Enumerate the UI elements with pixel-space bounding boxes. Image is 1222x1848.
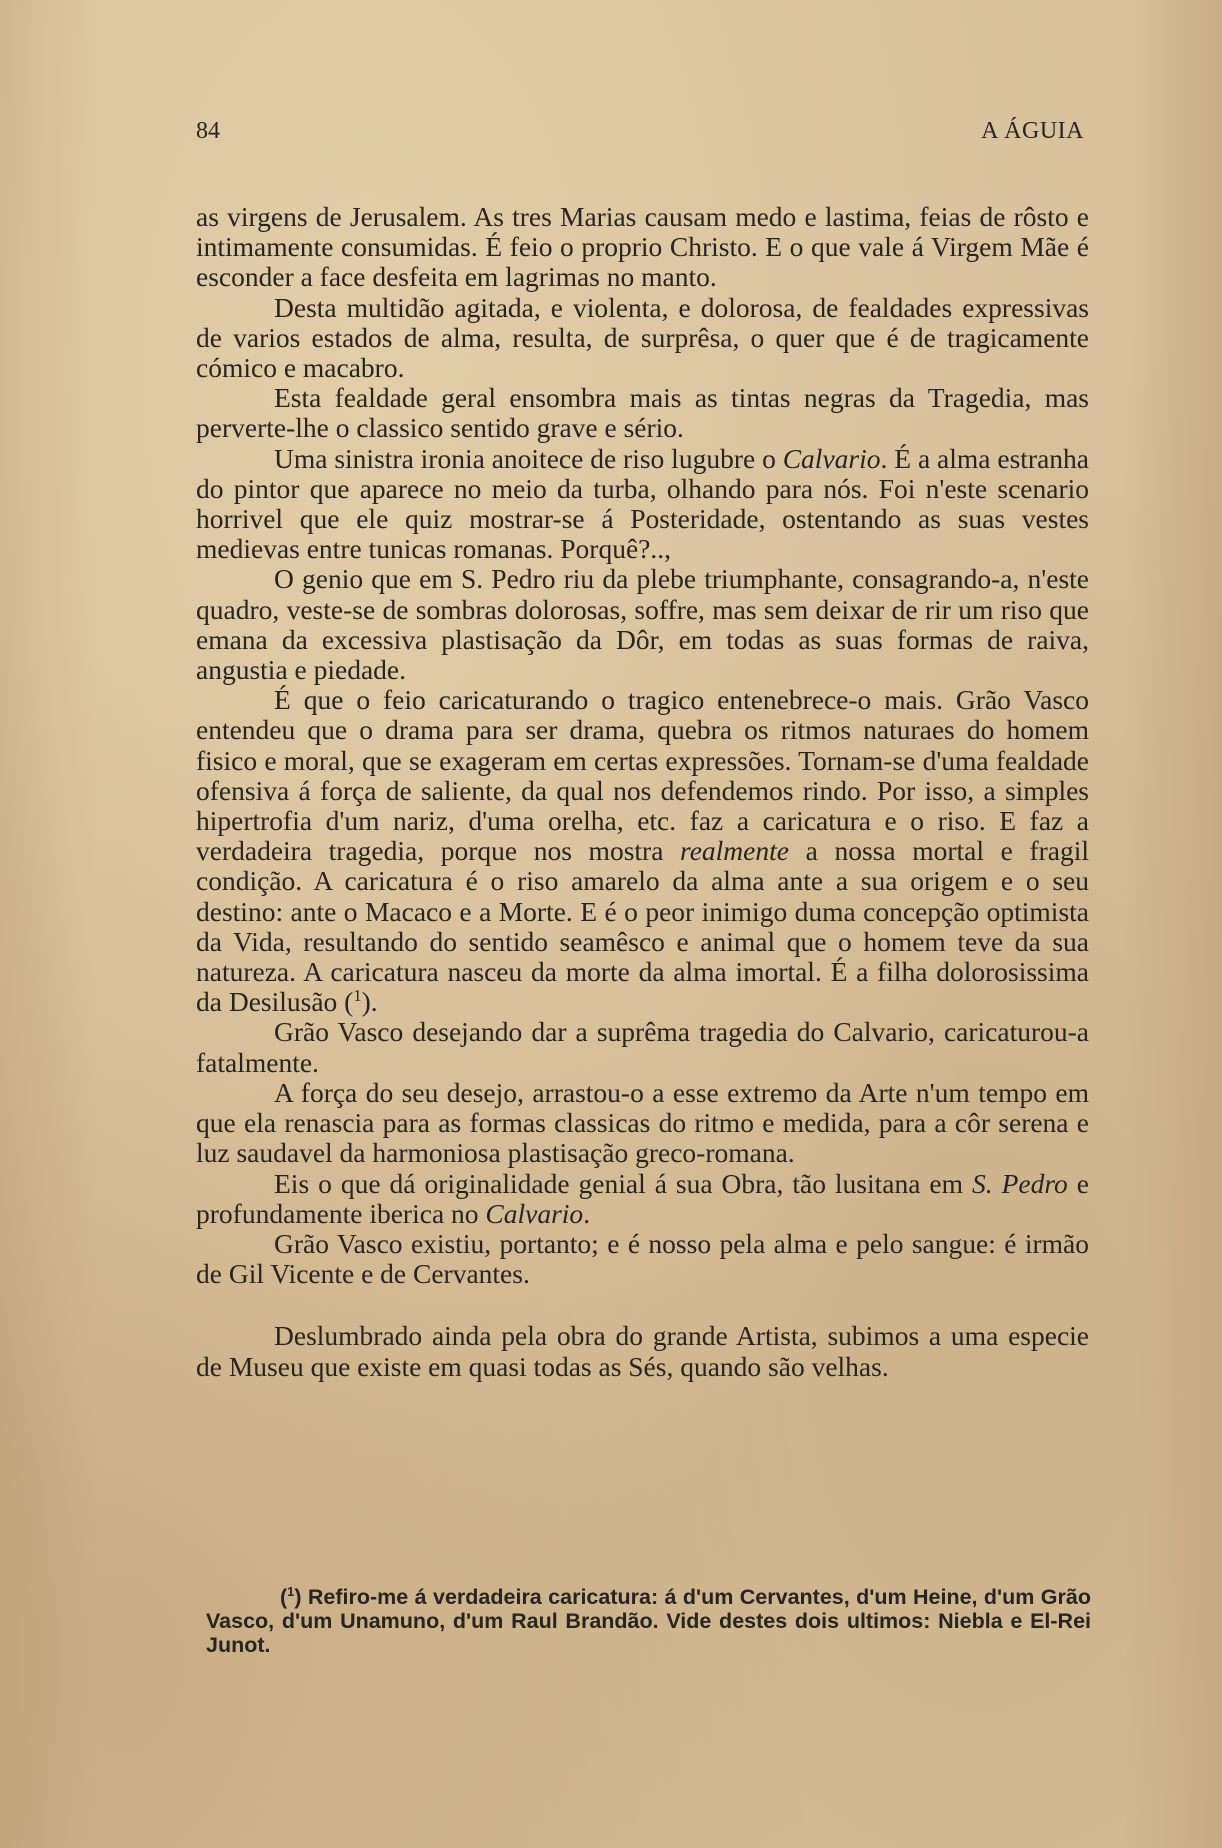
footnote-marker: 1 [353,986,362,1006]
text-run: Grão Vasco desejando dar a suprêma tragedia do Calvario, caricaturou-a fatalmente. [196,1016,1089,1078]
text-run: Grão Vasco existiu, portanto; e é nosso pela alma e pelo sangue: é irmão de Gil Vicente e de Cervantes. [196,1227,1089,1290]
running-title: A ÁGUIA [981,118,1084,144]
paragraph [196,564,1089,685]
body-text [196,202,1089,1382]
paragraph [196,1078,1089,1169]
text-run: Uma sinistra ironia anoitece de riso lugubre o [274,442,783,474]
paragraph [196,1017,1089,1077]
italic-text: Calvario [782,442,881,474]
text-run: as virgens de Jerusalem. As tres Marias causam medo e lastima, feias de rôsto e intimamente consumidas. É feio o proprio Christo. E o que vale á Virgem Mãe é esconder a face desfeita em lagrimas no manto. [196,201,1089,293]
text-run: ( [280,1585,288,1609]
paragraph [196,202,1089,293]
paragraph [196,383,1089,443]
text-run: ) Refiro-me á verdadeira caricatura: á d'um Cervantes, d'um Heine, d'um Grão Vasco, d'um Unamuno, d'um Raul Brandão. Vide destes dois ultimos: Niebla e El-Rei Junot. [206,1585,1091,1657]
text-run: É que o feio caricaturando o tragico entenebrece-o mais. Grão Vasco entendeu que o drama para ser drama, quebra os ritmos naturaes do homem fisico e moral, que se exageram em certas expressões. Tornam-se d'uma fealdade ofensiva á força de saliente, da qual nos defendemos rindo. Por isso, a simples hipertrofia d'um nariz, d'uma orelha, etc. faz a caricatura e o riso. E faz a verdadeira tragedia, porque nos mostra [196,684,1089,867]
text-run: . [583,1197,591,1229]
paragraph [196,444,1089,565]
text-run: A força do seu desejo, arrastou-o a esse extremo da Arte n'um tempo em que ela renascia para as formas classicas do ritmo e medida, para a côr serena e luz saudavel da harmoniosa plastisação greco-romana. [196,1076,1089,1169]
page-header [196,118,1084,152]
italic-text: realmente [680,835,789,867]
text-run: e profundamente iberica no [196,1167,1089,1229]
text-run: O genio que em S. Pedro riu da plebe triumphante, consagrando-a, n'este quadro, veste-se de sombras dolorosas, soffre, mas sem deixar de rir um riso que emana da excessiva plastisação da Dôr, em todas as suas formas de raiva, angustia e piedade. [196,563,1089,686]
page-number: 84 [196,118,220,144]
paragraph [196,1169,1089,1229]
text-run: Desta multidão agitada, e violenta, e dolorosa, de fealdades expressivas de varios estados de alma, resulta, de surprêsa, o quer que é de tragicamente cómico e macabro. [196,291,1089,384]
text-run: Esta fealdade geral ensombra mais as tintas negras da Tragedia, mas perverte-lhe o classico sentido grave e sério. [196,382,1089,444]
paragraph [196,1321,1089,1381]
paragraph [196,293,1089,384]
italic-text: Calvario [485,1197,584,1229]
text-run: . É a alma estranha do pintor que aparece no meio da turba, olhando para nós. Foi n'este scenario horrivel que ele quiz mostrar-se á Posteridade, ostentando as suas vestes medievas entre tunicas romanas. Porquê?.., [196,442,1089,565]
footnote-marker: 1 [287,1583,295,1599]
text-run: a nossa mortal e fragil condição. A caricatura é o riso amarelo da alma ante a sua origem e o seu destino: ante o Macaco e a Morte. E é o peor inimigo duma concepção optimista da Vida, resultando do sentido seamêsco e animal que o homem teve da sua natureza. A caricatura nasceu da morte da alma imortal. É a filha dolorosissima da Desilusão ( [196,835,1089,1018]
footnote-text [206,1585,1091,1657]
paragraph [196,1229,1089,1289]
italic-text: S. Pedro [972,1167,1068,1199]
text-run: Eis o que dá originalidade genial á sua Obra, tão lusitana em [274,1167,973,1199]
text-run: Deslumbrado ainda pela obra do grande Artista, subimos a uma especie de Museu que existe em quasi todas as Sés, quando são velhas. [196,1320,1089,1382]
paragraph [196,685,1089,1017]
footnote [206,1585,1091,1657]
text-run: ). [361,986,378,1018]
